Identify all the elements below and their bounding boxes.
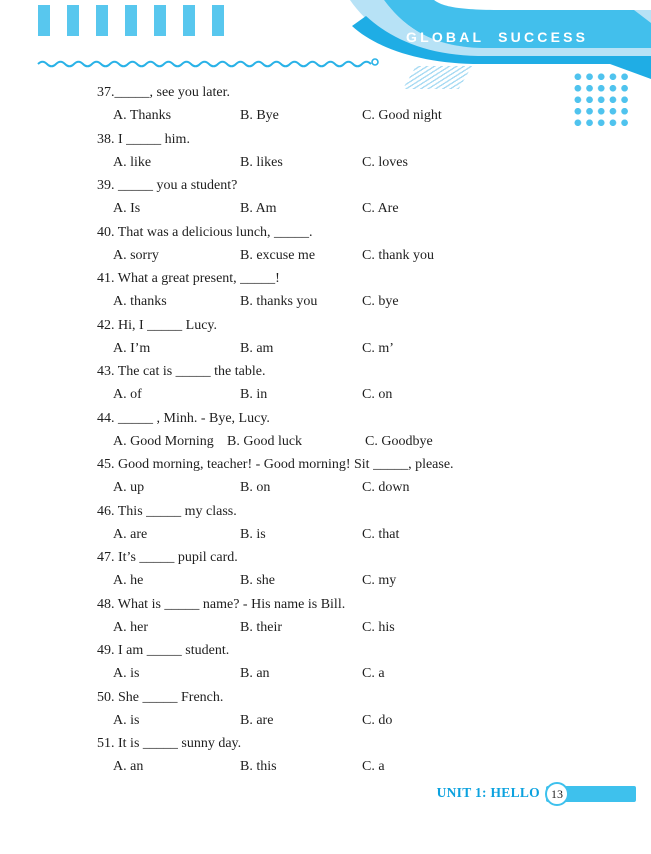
option-row — [0, 616, 651, 639]
option-b: B. Bye — [240, 108, 279, 124]
option-a: A. he — [113, 573, 144, 589]
question-text: 49. I am _____ student. — [97, 643, 230, 658]
option-a: A. is — [113, 712, 140, 728]
option-a: A. like — [113, 154, 152, 170]
option-c: C. Good night — [362, 108, 442, 124]
option-a: A. thanks — [113, 294, 167, 310]
question-text: 41. What a great present, _____! — [97, 271, 280, 286]
option-b: B. she — [240, 573, 275, 589]
question-text: 46. This _____ my class. — [97, 503, 237, 519]
option-row — [0, 569, 651, 592]
question-text: 51. It is _____ sunny day. — [97, 736, 242, 751]
wavy-end-loop — [372, 59, 378, 65]
option-c: C. a — [362, 759, 385, 775]
option-row — [0, 662, 651, 685]
option-c: C. loves — [362, 154, 408, 170]
option-c: C. on — [362, 387, 393, 403]
option-b: B. Good luck — [227, 433, 303, 449]
option-a: A. sorry — [113, 247, 159, 263]
option-b: B. an — [240, 666, 270, 682]
option-c: C. thank you — [362, 247, 434, 263]
option-a: A. is — [113, 666, 140, 682]
question-text: 37._____, see you later. — [97, 85, 230, 100]
option-row — [0, 244, 651, 267]
question-list — [0, 81, 651, 779]
brand-title: GLOBAL SUCCESS — [406, 29, 589, 45]
option-b: B. excuse me — [240, 247, 316, 263]
option-b: B. likes — [240, 154, 283, 170]
question-text: 48. What is _____ name? - His name is Bill. — [97, 596, 346, 612]
page-number: 13 — [551, 787, 563, 801]
option-row — [0, 476, 651, 499]
option-c: C. Are — [362, 201, 399, 217]
option-a: A. Is — [113, 201, 141, 217]
option-b: B. are — [240, 712, 274, 728]
question-text: 38. I _____ him. — [97, 131, 190, 147]
option-a: A. Thanks — [113, 108, 172, 124]
option-b: B. on — [240, 480, 271, 496]
option-a: A. of — [113, 387, 142, 403]
option-row — [0, 523, 651, 546]
option-a: A. an — [113, 759, 144, 775]
option-c: C. do — [362, 712, 393, 728]
option-row — [0, 383, 651, 406]
question-text: 43. The cat is _____ the table. — [97, 364, 266, 379]
option-b: B. their — [240, 619, 282, 635]
option-c: C. m’ — [362, 340, 394, 356]
option-b: B. this — [240, 759, 277, 775]
option-row — [0, 755, 651, 778]
unit-label: UNIT 1: HELLO — [436, 785, 540, 800]
option-c: C. bye — [362, 294, 399, 310]
option-row — [0, 197, 651, 220]
question-text: 42. Hi, I _____ Lucy. — [97, 317, 218, 333]
option-row — [0, 104, 651, 127]
option-a: A. are — [113, 526, 148, 542]
option-a: A. up — [113, 480, 145, 496]
option-b: B. thanks you — [240, 294, 318, 310]
option-c: C. a — [362, 666, 385, 682]
option-c: C. down — [362, 480, 410, 496]
question-text: 44. _____ , Minh. - Bye, Lucy. — [97, 410, 270, 426]
question-text: 39. _____ you a student? — [97, 178, 238, 193]
option-row — [0, 430, 651, 453]
option-b: B. in — [240, 387, 268, 403]
option-row — [0, 151, 651, 174]
option-a: A. her — [113, 619, 148, 635]
option-row — [0, 290, 651, 313]
question-text: 50. She _____ French. — [97, 689, 224, 705]
page-number-badge — [545, 782, 569, 806]
option-b: B. am — [240, 340, 274, 356]
option-c: C. Goodbye — [365, 433, 433, 449]
option-row — [0, 337, 651, 360]
option-a: A. Good Morning — [113, 433, 214, 449]
option-c: C. his — [362, 619, 395, 635]
option-b: B. is — [240, 526, 266, 542]
option-row — [0, 709, 651, 732]
question-text: 47. It’s _____ pupil card. — [97, 550, 238, 565]
option-c: C. my — [362, 573, 397, 589]
option-c: C. that — [362, 526, 400, 542]
option-b: B. Am — [240, 201, 277, 217]
question-text: 40. That was a delicious lunch, _____. — [97, 224, 313, 240]
question-text: 45. Good morning, teacher! - Good morning! Sit _____, please. — [97, 457, 454, 472]
option-a: A. I’m — [113, 340, 151, 356]
wavy-divider — [38, 62, 371, 67]
